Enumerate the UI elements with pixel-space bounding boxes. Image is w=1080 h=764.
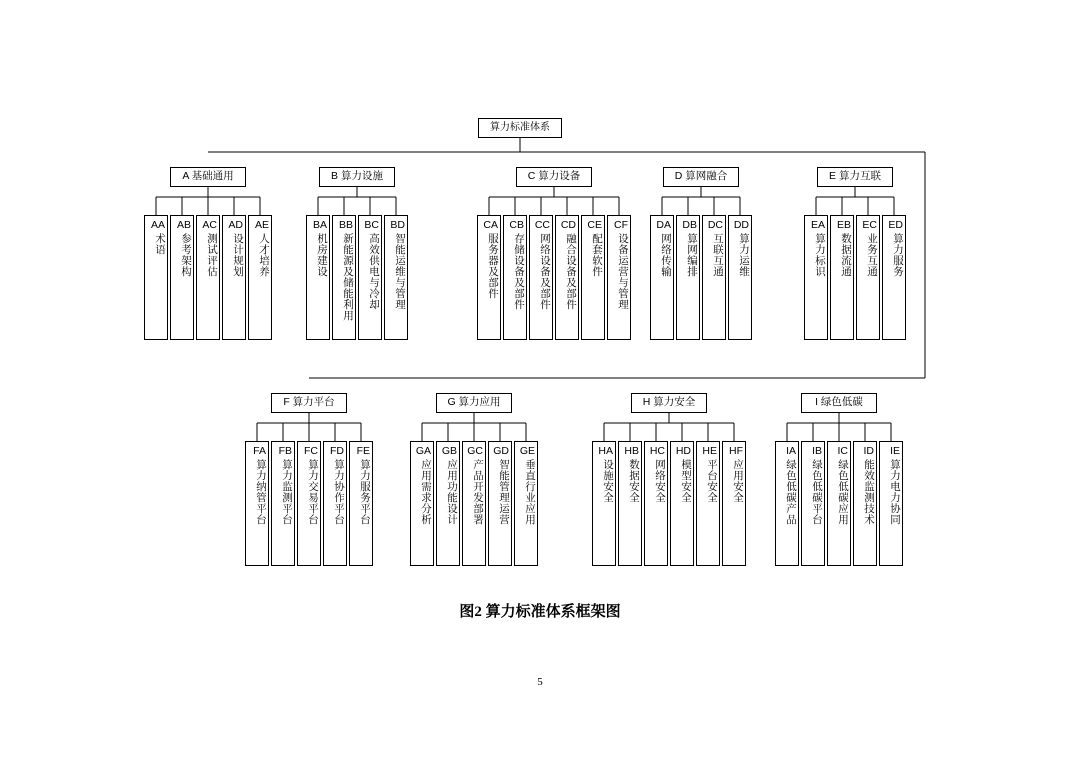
leaf-node-code: GB xyxy=(441,445,457,457)
leaf-node-label: 算力运维 xyxy=(738,232,750,277)
category-node-label: A 基础通用 xyxy=(182,170,234,183)
leaf-node-code: FB xyxy=(278,445,292,457)
leaf-node-code: FC xyxy=(304,445,318,457)
root-node-label: 算力标准体系 xyxy=(490,122,550,134)
leaf-node-label: 网络安全 xyxy=(654,458,666,503)
leaf-node-code: GE xyxy=(519,445,535,457)
leaf-node-ac xyxy=(196,215,220,340)
category-node-label: E 算力互联 xyxy=(829,170,881,183)
leaf-node-ec xyxy=(856,215,880,340)
leaf-node-code: DC xyxy=(707,219,723,231)
leaf-node-code: CA xyxy=(483,219,498,231)
leaf-node-label: 服务器及部件 xyxy=(487,232,499,299)
leaf-node-code: BD xyxy=(390,219,405,231)
leaf-node-code: EA xyxy=(810,219,825,231)
leaf-node-ia xyxy=(775,441,799,566)
leaf-node-cb xyxy=(503,215,527,340)
leaf-node-label: 应用需求分析 xyxy=(420,458,432,525)
leaf-node-gb xyxy=(436,441,460,566)
leaf-node-label: 网络设备及部件 xyxy=(539,232,551,310)
leaf-node-bd xyxy=(384,215,408,340)
leaf-node-code: EB xyxy=(836,219,851,231)
leaf-node-label: 应用安全 xyxy=(732,458,744,503)
leaf-node-label: 平台安全 xyxy=(706,458,718,503)
leaf-node-code: IC xyxy=(837,445,848,457)
leaf-node-ic xyxy=(827,441,851,566)
category-node-f xyxy=(271,393,347,413)
leaf-node-ad xyxy=(222,215,246,340)
category-node-d xyxy=(663,167,739,187)
leaf-node-ga xyxy=(410,441,434,566)
leaf-node-ce xyxy=(581,215,605,340)
leaf-node-code: CE xyxy=(587,219,602,231)
leaf-node-hd xyxy=(670,441,694,566)
leaf-node-cc xyxy=(529,215,553,340)
leaf-node-label: 高效供电与冷却 xyxy=(368,232,380,310)
category-node-e xyxy=(817,167,893,187)
leaf-node-ge xyxy=(514,441,538,566)
leaf-node-fa xyxy=(245,441,269,566)
leaf-node-ha xyxy=(592,441,616,566)
leaf-node-ib xyxy=(801,441,825,566)
leaf-node-label: 算力监测平台 xyxy=(281,458,293,525)
leaf-node-label: 算力服务 xyxy=(892,232,904,277)
leaf-node-aa xyxy=(144,215,168,340)
category-node-h xyxy=(631,393,707,413)
leaf-node-label: 数据安全 xyxy=(628,458,640,503)
leaf-node-ed xyxy=(882,215,906,340)
leaf-node-ca xyxy=(477,215,501,340)
leaf-node-label: 算力交易平台 xyxy=(307,458,319,525)
leaf-node-label: 绿色低碳应用 xyxy=(837,458,849,525)
leaf-node-label: 绿色低碳产品 xyxy=(785,458,797,525)
leaf-node-hf xyxy=(722,441,746,566)
leaf-node-id xyxy=(853,441,877,566)
category-node-label: G 算力应用 xyxy=(447,396,501,409)
leaf-node-code: BC xyxy=(364,219,379,231)
category-node-label: C 算力设备 xyxy=(527,170,581,183)
leaf-node-label: 算力协作平台 xyxy=(333,458,345,525)
leaf-node-ab xyxy=(170,215,194,340)
category-node-label: B 算力设施 xyxy=(331,170,383,183)
leaf-node-code: GA xyxy=(415,445,431,457)
category-node-label: I 绿色低碳 xyxy=(815,396,863,409)
leaf-node-code: AD xyxy=(228,219,243,231)
leaf-node-label: 互联互通 xyxy=(712,232,724,277)
leaf-node-label: 设施安全 xyxy=(602,458,614,503)
leaf-node-code: FE xyxy=(356,445,370,457)
leaf-node-code: ID xyxy=(863,445,874,457)
leaf-node-hc xyxy=(644,441,668,566)
leaf-node-code: AC xyxy=(202,219,217,231)
leaf-node-label: 术语 xyxy=(154,232,166,255)
leaf-node-code: CF xyxy=(614,219,628,231)
leaf-node-label: 模型安全 xyxy=(680,458,692,503)
leaf-node-label: 数据流通 xyxy=(840,232,852,277)
leaf-node-code: HF xyxy=(729,445,743,457)
category-node-label: F 算力平台 xyxy=(283,396,335,409)
leaf-node-label: 新能源及储能利用 xyxy=(342,232,354,321)
leaf-node-code: DA xyxy=(656,219,671,231)
leaf-node-eb xyxy=(830,215,854,340)
leaf-node-cd xyxy=(555,215,579,340)
leaf-node-code: EC xyxy=(862,219,877,231)
leaf-node-code: HC xyxy=(649,445,665,457)
leaf-node-code: GD xyxy=(493,445,509,457)
leaf-node-fd xyxy=(323,441,347,566)
leaf-node-label: 智能运维与管理 xyxy=(394,232,406,310)
leaf-node-label: 算网编排 xyxy=(686,232,698,277)
leaf-node-ea xyxy=(804,215,828,340)
leaf-node-code: GC xyxy=(467,445,483,457)
leaf-node-code: BB xyxy=(338,219,353,231)
leaf-node-code: DD xyxy=(733,219,749,231)
leaf-node-label: 测试评估 xyxy=(206,232,218,277)
leaf-node-label: 智能管理运营 xyxy=(498,458,510,525)
leaf-node-label: 设计规划 xyxy=(232,232,244,277)
root-node xyxy=(478,118,562,138)
leaf-node-dc xyxy=(702,215,726,340)
leaf-node-code: HA xyxy=(598,445,613,457)
leaf-node-code: FD xyxy=(330,445,344,457)
category-node-label: D 算网融合 xyxy=(674,170,728,183)
leaf-node-code: DB xyxy=(682,219,697,231)
leaf-node-code: CC xyxy=(534,219,550,231)
leaf-node-cf xyxy=(607,215,631,340)
leaf-node-label: 垂直行业应用 xyxy=(524,458,536,525)
leaf-node-ie xyxy=(879,441,903,566)
figure-caption: 图2 算力标准体系框架图 xyxy=(459,604,621,620)
leaf-node-label: 参考架构 xyxy=(180,232,192,277)
leaf-node-label: 算力电力协同 xyxy=(889,458,901,525)
leaf-node-code: IB xyxy=(812,445,822,457)
category-node-g xyxy=(436,393,512,413)
page-number: 5 xyxy=(537,676,543,688)
leaf-node-code: CB xyxy=(509,219,524,231)
leaf-node-code: AA xyxy=(150,219,165,231)
leaf-node-code: AB xyxy=(176,219,191,231)
leaf-node-label: 能效监测技术 xyxy=(863,458,875,525)
leaf-node-fe xyxy=(349,441,373,566)
category-node-i xyxy=(801,393,877,413)
category-node-a xyxy=(170,167,246,187)
leaf-node-gd xyxy=(488,441,512,566)
leaf-node-label: 存储设备及部件 xyxy=(513,232,525,310)
category-node-b xyxy=(319,167,395,187)
leaf-node-fc xyxy=(297,441,321,566)
leaf-node-label: 算力标识 xyxy=(814,232,826,277)
leaf-node-hb xyxy=(618,441,642,566)
leaf-node-code: BA xyxy=(312,219,327,231)
leaf-node-code: HE xyxy=(702,445,717,457)
leaf-node-fb xyxy=(271,441,295,566)
leaf-node-da xyxy=(650,215,674,340)
leaf-node-dd xyxy=(728,215,752,340)
leaf-node-label: 业务互通 xyxy=(866,232,878,277)
leaf-node-code: IE xyxy=(890,445,900,457)
leaf-node-label: 产品开发部署 xyxy=(472,458,484,525)
leaf-node-label: 配套软件 xyxy=(591,232,603,277)
category-node-c xyxy=(516,167,592,187)
leaf-node-gc xyxy=(462,441,486,566)
leaf-node-code: FA xyxy=(253,445,266,457)
leaf-node-label: 绿色低碳平台 xyxy=(811,458,823,525)
leaf-node-db xyxy=(676,215,700,340)
leaf-node-bc xyxy=(358,215,382,340)
leaf-node-ae xyxy=(248,215,272,340)
leaf-node-label: 机房建设 xyxy=(316,232,328,277)
leaf-node-label: 算力服务平台 xyxy=(359,458,371,525)
leaf-node-code: ED xyxy=(888,219,903,231)
leaf-node-code: HB xyxy=(624,445,639,457)
leaf-node-label: 网络传输 xyxy=(660,232,672,277)
leaf-node-label: 人才培养 xyxy=(258,232,270,277)
leaf-node-code: AE xyxy=(254,219,269,231)
category-node-label: H 算力安全 xyxy=(642,396,696,409)
leaf-node-bb xyxy=(332,215,356,340)
leaf-node-code: CD xyxy=(560,219,576,231)
leaf-node-code: IA xyxy=(786,445,796,457)
leaf-node-label: 设备运营与管理 xyxy=(617,232,629,310)
leaf-node-label: 算力纳管平台 xyxy=(255,458,267,525)
leaf-node-label: 融合设备及部件 xyxy=(565,232,577,310)
leaf-node-label: 应用功能设计 xyxy=(446,458,458,525)
leaf-node-ba xyxy=(306,215,330,340)
leaf-node-he xyxy=(696,441,720,566)
leaf-node-code: HD xyxy=(675,445,691,457)
